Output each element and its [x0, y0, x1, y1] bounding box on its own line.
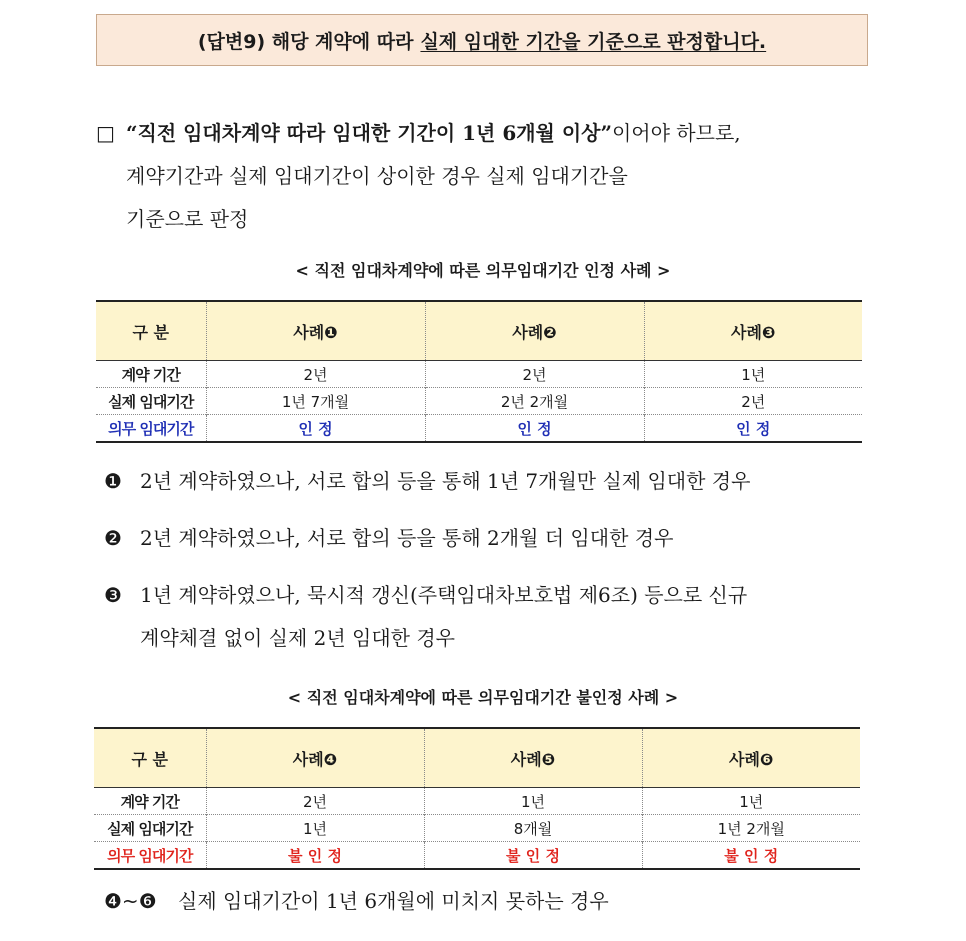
table-row: [94, 842, 860, 870]
table-row: [94, 815, 860, 842]
note-case3: ❸ 1년 계약하였으나, 묵시적 갱신(주택임대차보호법 제6조) 등으로 신규 계약체결 없이 실제 2년 임대한 경우: [104, 574, 894, 660]
table-cell: 2년 2개월: [425, 388, 644, 415]
table-cell: 1년: [642, 788, 860, 815]
table-row: [96, 361, 862, 388]
table1-header-case3: 사례❸: [644, 301, 862, 361]
case2-number-icon: ❷: [104, 526, 122, 550]
table2: [94, 727, 860, 870]
row-label-mandatory: 의무 임대기간: [96, 415, 206, 443]
table-cell: 1년 7개월: [206, 388, 425, 415]
table-cell: 2년: [206, 361, 425, 388]
answer-underlined: 실제 임대한 기간을 기준으로 판정합니다.: [420, 30, 767, 53]
table2-header-category: 구 분: [94, 728, 206, 788]
table1-caption: < 직전 임대차계약에 따른 의무임대기간 인정 사례 >: [295, 261, 671, 280]
main-paragraph: [96, 112, 896, 241]
table-row: [94, 788, 860, 815]
paragraph-bold: “직전 임대차계약 따라 임대한 기간이 1년 6개월 이상”: [126, 121, 612, 145]
status-rejected: 불 인 정: [424, 842, 642, 870]
row-label-actual: 실제 임대기간: [94, 815, 206, 842]
paragraph-line-1: [96, 112, 896, 155]
table-cell: 2년: [206, 788, 424, 815]
answer-box: [96, 14, 868, 66]
table2-header-case4: 사례❹: [206, 728, 424, 788]
row-label-actual: 실제 임대기간: [96, 388, 206, 415]
table1-header-row: [96, 301, 862, 361]
table2-caption: < 직전 임대차계약에 따른 의무임대기간 불인정 사례 >: [287, 688, 679, 707]
case1-number-icon: ❶: [104, 469, 122, 493]
table-cell: 1년: [424, 788, 642, 815]
answer-prefix: (답변9) 해당 계약에 따라: [197, 30, 414, 53]
note-case1: ❶ 2년 계약하였으나, 서로 합의 등을 통해 1년 7개월만 실제 임대한 경우: [104, 460, 894, 503]
table-row: [96, 415, 862, 443]
paragraph-line-3: 기준으로 판정: [126, 207, 249, 231]
table-cell: 1년 2개월: [642, 815, 860, 842]
table1: [96, 300, 862, 443]
table1-header-case2: 사례❷: [425, 301, 644, 361]
note-case2: ❷ 2년 계약하였으나, 서로 합의 등을 통해 2개월 더 임대한 경우: [104, 517, 894, 560]
row-label-contract: 계약 기간: [96, 361, 206, 388]
status-approved: 인 정: [206, 415, 425, 443]
table-cell: 8개월: [424, 815, 642, 842]
table-cell: 2년: [425, 361, 644, 388]
status-rejected: 불 인 정: [206, 842, 424, 870]
table1-header-category: 구 분: [96, 301, 206, 361]
checkbox-bullet-icon: □: [96, 121, 115, 145]
table1-header-case1: 사례❶: [206, 301, 425, 361]
case3-number-icon: ❸: [104, 583, 122, 607]
table-cell: 2년: [644, 388, 862, 415]
status-approved: 인 정: [425, 415, 644, 443]
table2-header-row: [94, 728, 860, 788]
note-cases-4-6: ❹~❻ 실제 임대기간이 1년 6개월에 미치지 못하는 경우: [104, 880, 894, 923]
status-approved: 인 정: [644, 415, 862, 443]
table-row: [96, 388, 862, 415]
paragraph-rest: 이어야 하므로,: [611, 121, 741, 145]
table-cell: 1년: [206, 815, 424, 842]
table2-header-case5: 사례❺: [424, 728, 642, 788]
row-label-contract: 계약 기간: [94, 788, 206, 815]
paragraph-line-2: 계약기간과 실제 임대기간이 상이한 경우 실제 임대기간을: [126, 164, 628, 188]
status-rejected: 불 인 정: [642, 842, 860, 870]
cases-4-6-number-icon: ❹~❻: [104, 889, 157, 913]
table2-header-case6: 사례❻: [642, 728, 860, 788]
table-cell: 1년: [644, 361, 862, 388]
row-label-mandatory: 의무 임대기간: [94, 842, 206, 870]
